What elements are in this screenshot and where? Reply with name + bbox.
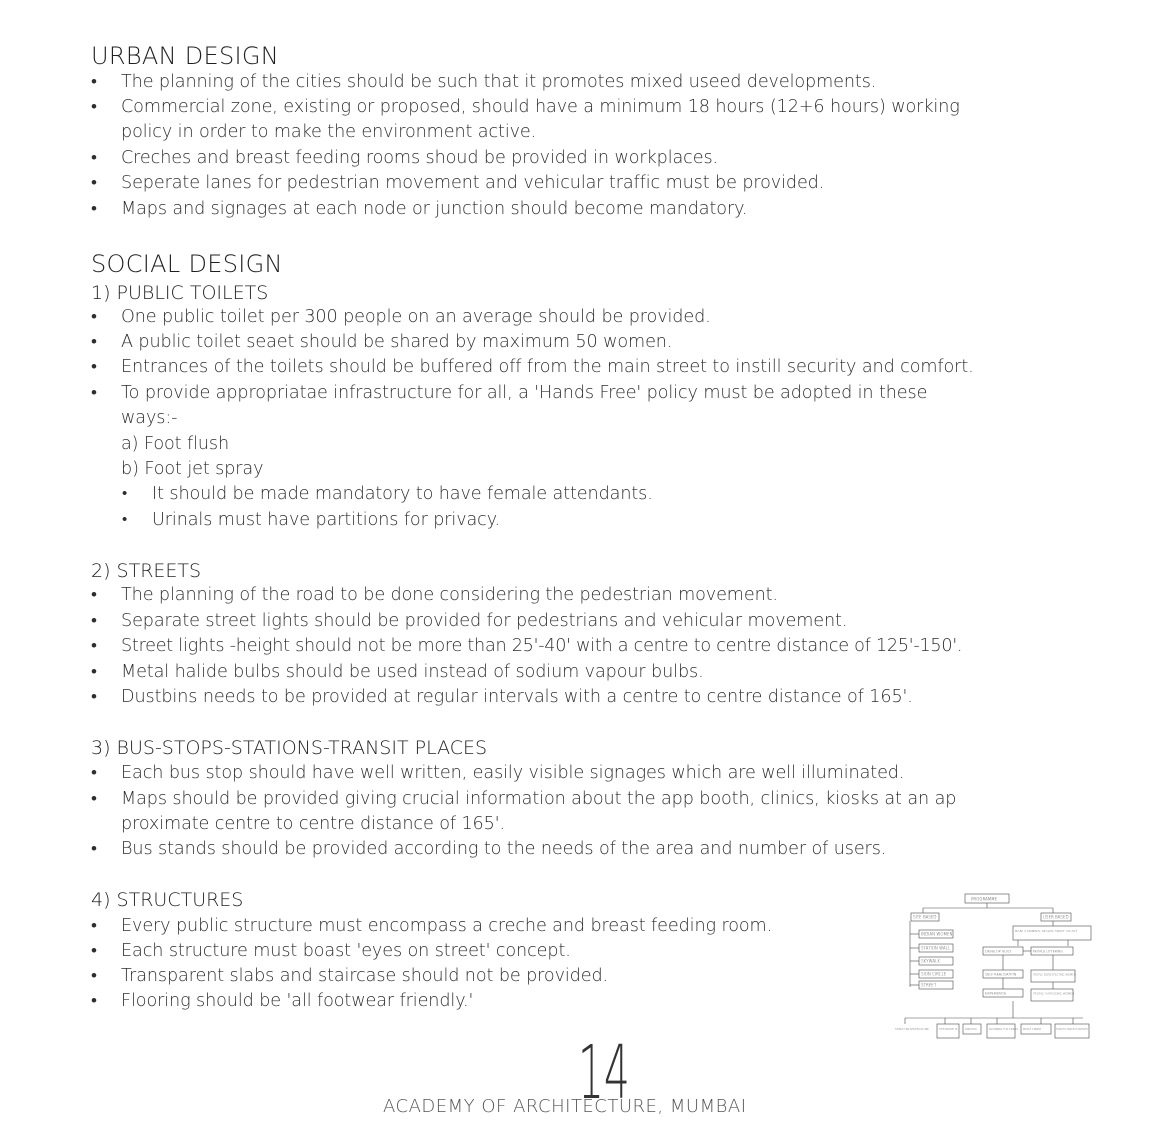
diagram-label: PROGRAMME xyxy=(971,896,998,902)
diagram-label: PEOPLE LITTERING xyxy=(1033,949,1063,954)
bus-stops-heading: 3) BUS-STOPS-STATIONS-TRANSIT PLACES xyxy=(91,737,488,759)
programme-flow-diagram xyxy=(893,890,1093,1042)
diagram-label: SITE BASED xyxy=(913,914,937,920)
diagram-label: BUILT FORM xyxy=(1023,1027,1041,1031)
footer-institution: ACADEMY OF ARCHITECTURE, MUMBAI xyxy=(383,1096,747,1117)
social-design-heading: SOCIAL DESIGN xyxy=(91,250,283,278)
diagram-label: CRECHE xyxy=(965,1027,978,1031)
diagram-label: BLURRING THE EDGES xyxy=(989,1028,1018,1031)
diagram-label: STREET xyxy=(921,982,937,988)
diagram-label: INDIAN WOMEN xyxy=(921,931,953,937)
diagram-label: SELF REALISATION xyxy=(985,972,1017,977)
structures-heading: 4) STRUCTURES xyxy=(91,889,244,911)
streets-heading: 2) STREETS xyxy=(91,560,202,582)
diagram-box-bottom-6 xyxy=(1055,1024,1089,1038)
diagram-label: DEVELOP GUILT xyxy=(985,949,1012,954)
diagram-label: MAKE A CRIMINAL REALISE ABOUT HIS ACT xyxy=(1015,929,1078,933)
page-number: 14 xyxy=(578,1030,630,1116)
diagram-label: PEOPLE DISRESPECTING WOMEN xyxy=(1033,973,1076,977)
diagram-label: TOILETS AND BUS DEPOTS xyxy=(1056,1028,1088,1031)
document-page: URBAN DESIGN • The planning of the cities should be such that it promotes mixed useed developments. • Commercial zone, existing or proposed, should have a minimum 18 hours (12+6 hours) working policy in order to make the environment active. • Creches and breast feeding rooms shoud be provided in workplaces. • Seperate lanes for pedestrian movement and vehicular traffic must be provided. • Maps and signages at each node or junction should become mandatory. SOCIAL DESIGN 1) PUBLIC TOILETS • One public toilet per 300 people on an average should be provided. • A public toilet seaet should be shared by maximum 50 women. • Entrances of the toilets should be buffered off from the main street to instill security and comfort. • To provide appropriatae infrastructure for all, a 'Hands Free' policy must be adopted in these ways:- a) Foot flush b) Foot jet spray • It should be made mandatory to have female attendants. • Urinals must have partitions for privacy. 2) STREETS • The planning of the road to be done considering the pedestrian movement. • Separate street lights should be provided for pedestrians and vehicular movement. • Street lights -height should not be more than 25'-40' with a centre to centre distance of 125'-150'. • Metal halide bulbs should be used instead of sodium vapour bulbs. • Dustbins needs to be provided at regular intervals with a centre to centre distance of 165'. 3) BUS-STOPS-STATIONS-TRANSIT PLACES • Each bus stop should have well written, easily visible signages which are well illuminated. • Maps should be provided giving crucial information about the app booth, clinics, kiosks at an ap proximate centre to centre distance of 165'. • Bus stands should be provided according to the needs of the area and number of users. 4) STRUCTURES • Every public structure must encompass a creche and breast feeding room. • Each structure must boast 'eyes on street' concept. • Transparent slabs and staircase should not be provided. • Flooring should be 'all footwear friendly.' PROGRAMME SITE BASED USER BASED INDIAN WOMEN STATION WALL SKYWALK SION CIRCLE STREET MAKE A CRIMINAL REALISE ABOUT HIS ACT DEVELOP GUILT SELF REALISATION EXPERIENCE PEOPLE LITTERING PEOPLE DISRESPECTING WOMEN PEOPLE HARASSING WOMEN STREET INFRASTRUCTURE APP BOOTHE CRECHE BLURRING THE EDGES BUILT FORM TOILETS AND BUS DEPOTS 14 ACADEMY OF ARCHITECTURE, MUMBAI xyxy=(0,0,1149,1148)
urban-design-heading: URBAN DESIGN xyxy=(91,42,280,70)
diagram-label: STREET INFRASTRUCTURE xyxy=(895,1028,930,1031)
diagram-label: EXPERIENCE xyxy=(985,991,1007,996)
diagram-box-bottom-4 xyxy=(987,1024,1015,1038)
diagram-label: APP BOOTHE xyxy=(939,1027,958,1031)
diagram-label: USER BASED xyxy=(1043,914,1069,920)
diagram-label: SION CIRCLE xyxy=(921,971,947,977)
public-toilets-heading: 1) PUBLIC TOILETS xyxy=(91,282,269,304)
diagram-label: SKYWALK xyxy=(921,958,940,964)
diagram-label: PEOPLE HARASSING WOMEN xyxy=(1033,991,1075,996)
diagram-label: STATION WALL xyxy=(921,945,951,951)
